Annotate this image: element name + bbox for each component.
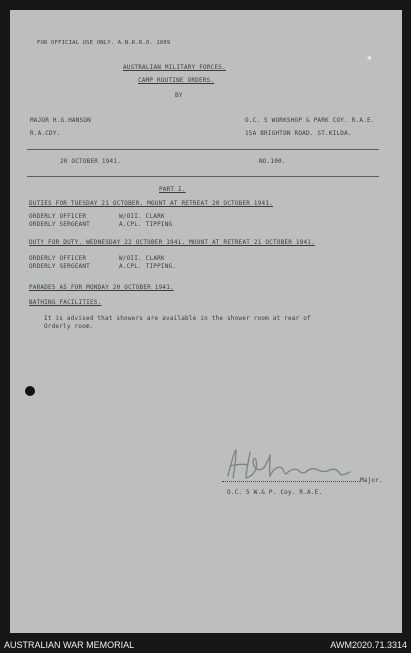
part-heading: PART I. bbox=[159, 186, 186, 193]
order-date: 20 OCTOBER 1941. bbox=[60, 158, 121, 165]
duty-role: ORDERLY OFFICER bbox=[29, 213, 87, 220]
duty-name: W/OII. CLARK bbox=[119, 213, 165, 220]
by-line: BY bbox=[175, 92, 183, 99]
unit-address-line-2: 15A BRIGHTON ROAD. ST.KILDA. bbox=[245, 130, 352, 137]
handwritten-signature bbox=[224, 446, 354, 486]
parades-line: PARADES AS FOR MONDAY 20 OCTOBER 1941. bbox=[29, 284, 174, 291]
document-page bbox=[10, 10, 402, 633]
footer-accession-number: AWM2020.71.3314 bbox=[330, 640, 407, 650]
date-divider bbox=[27, 176, 379, 177]
signature-dotted-line bbox=[222, 481, 360, 482]
duty-name: A.CPL. TIPPING. bbox=[119, 263, 177, 270]
signature-rank: Major. bbox=[360, 477, 383, 484]
bathing-heading: BATHING FACILITIES. bbox=[29, 299, 102, 306]
duties-1-heading: DUTIES FOR TUESDAY 21 OCTOBER. MOUNT AT RETREAT 20 OCTOBER 1941. bbox=[29, 200, 273, 207]
duty-role: ORDERLY SERGEANT bbox=[29, 221, 90, 228]
unit-address-line-1: O.C. 5 WORKSHOP & PARK COY. R.A.E. bbox=[245, 117, 375, 124]
duty-name: W/OII. CLARK bbox=[119, 255, 165, 262]
duty-name: A.CPL. TIPPING bbox=[119, 221, 173, 228]
bathing-text-line-2: Orderly room. bbox=[44, 323, 94, 330]
bathing-text-line-1: It is advised that showers are available in the shower room at rear of bbox=[44, 315, 311, 322]
paper-mark: ◆ bbox=[367, 53, 373, 62]
duty-role: ORDERLY OFFICER bbox=[29, 255, 87, 262]
officer-unit: R.A.CDY. bbox=[30, 130, 61, 137]
officer-name: MAJOR H.G.HANSON bbox=[30, 117, 91, 124]
duties-2-heading: DUTY FOR DUTY. WEDNESDAY 22 OCTOBER 1941. MOUNT AT RETREAT 21 OCTOBER 1941. bbox=[29, 239, 315, 246]
punch-hole bbox=[25, 386, 35, 396]
footer-source: AUSTRALIAN WAR MEMORIAL bbox=[4, 640, 135, 650]
order-number: NO.100. bbox=[259, 158, 286, 165]
duty-role: ORDERLY SERGEANT bbox=[29, 263, 90, 270]
document-subtitle: CAMP ROUTINE ORDERS. bbox=[138, 77, 215, 84]
document-title: AUSTRALIAN MILITARY FORCES. bbox=[123, 64, 226, 71]
header-divider bbox=[27, 149, 379, 150]
classification-header: FOR OFFICIAL USE ONLY. A.N.R.R.0. 1009 bbox=[37, 40, 171, 46]
signature-title: O.C. 5 W.& P. Coy. R.A.E. bbox=[227, 489, 323, 496]
